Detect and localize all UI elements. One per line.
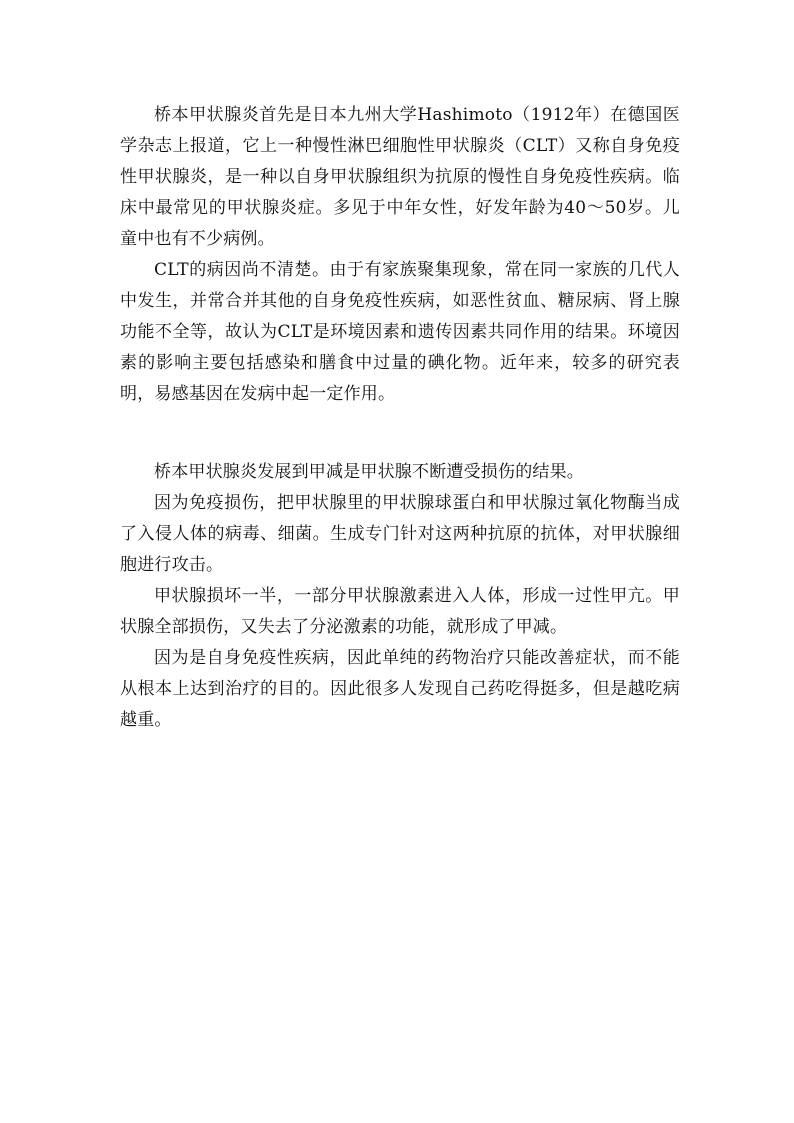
paragraph-thyroid-damage-stages: 甲状腺损坏一半，一部分甲状腺激素进入人体，形成一过性甲亢。甲状腺全部损伤，又失去了分泌激素的功能，就形成了甲减。 <box>120 586 680 637</box>
paragraph-immune-damage: 因为免疫损伤，把甲状腺里的甲状腺球蛋白和甲状腺过氧化物酶当成了入侵人体的病毒、细菌。生成专门针对这两种抗原的抗体，对甲状腺细胞进行攻击。 <box>120 493 680 575</box>
paragraph-hashimoto-intro: 桥本甲状腺炎首先是日本九州大学Hashimoto（1912年）在德国医学杂志上报道，它上一种慢性淋巴细胞性甲状腺炎（CLT）又称自身免疫性甲状腺炎，是一种以自身甲状腺组织为抗原的慢性自身免疫性疾病。临床中最常见的甲状腺炎症。多见于中年女性，好发年龄为40～50岁。儿童中也有不少病例。 <box>120 105 680 249</box>
paragraph-clt-cause: CLT的病因尚不清楚。由于有家族聚集现象，常在同一家族的几代人中发生，并常合并其他的自身免疫性疾病，如恶性贫血、糖尿病、肾上腺功能不全等，故认为CLT是环境因素和遗传因素共同作用的结果。环境因素的影响主要包括感染和膳食中过量的碘化物。近年来，较多的研究表明，易感基因在发病中起一定作用。 <box>120 260 680 404</box>
section-spacer <box>120 410 680 457</box>
document-body <box>120 100 680 736</box>
paragraph-hypothyroid-result: 桥本甲状腺炎发展到甲减是甲状腺不断遭受损伤的结果。 <box>154 462 584 482</box>
paragraph-treatment-limitations: 因为是自身免疫性疾病，因此单纯的药物治疗只能改善症状，而不能从根本上达到治疗的目的。因此很多人发现自己药吃得挺多，但是越吃病越重。 <box>120 648 680 730</box>
